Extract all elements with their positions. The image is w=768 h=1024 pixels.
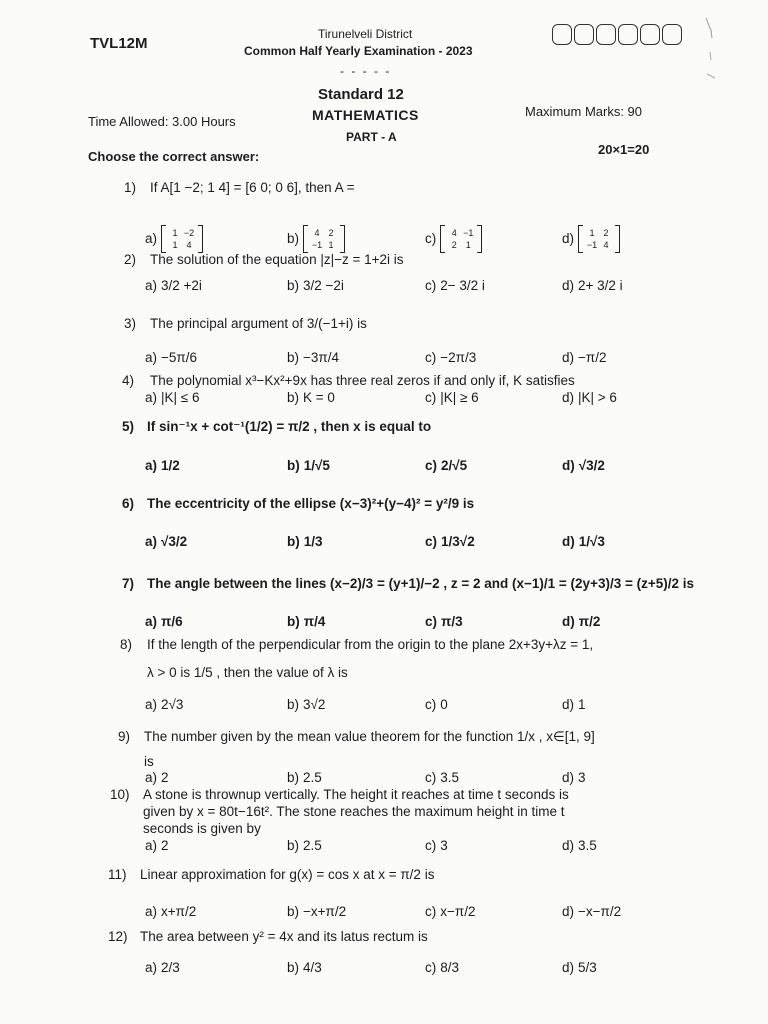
option-d [562,838,597,853]
option-a [145,278,202,293]
option-text: 3√2 [303,697,326,712]
option-key: d) [562,697,575,712]
option-c [425,225,482,253]
question-number: 7) [122,576,135,591]
option-key: c) [425,960,437,975]
option-text: K = 0 [303,390,335,405]
option-text: −2π/3 [440,350,477,365]
option-key: c) [425,770,437,785]
option-key: b) [287,350,300,365]
option-text: 2 [161,770,169,785]
register-box [552,24,572,45]
option-a [145,225,203,253]
option-text: π/6 [161,614,183,629]
option-c [425,458,467,473]
option-c [425,350,476,365]
option-text: 3.5 [578,838,597,853]
option-b [287,770,322,785]
option-text: 3/2 +2i [161,278,202,293]
option-d [562,904,621,919]
question-number: 9) [118,729,131,744]
exam-title: Common Half Yearly Examination - 2023 [244,44,473,58]
question-number: 4) [122,373,135,388]
option-text: |K| ≤ 6 [161,390,200,405]
option-b [287,697,325,712]
option-key: d) [562,350,575,365]
option-key: a) [145,838,158,853]
option-key: d) [562,278,575,293]
option-key: b) [287,904,300,919]
matrix-cells [166,227,198,251]
option-text: 4/3 [303,960,322,975]
option-text: √3/2 [161,534,188,549]
option-d [562,458,605,473]
register-box [662,24,682,45]
option-text: 1/3 [303,534,323,549]
matrix-cells [583,227,615,251]
matrix-right-bracket [477,225,482,253]
question-stem-line-2: λ > 0 is 1/5 , then the value of λ is [147,665,348,680]
option-key: a) [145,390,158,405]
option-text: 2/3 [161,960,180,975]
option-key: a) [145,697,158,712]
matrix-cell: 4 [603,240,609,250]
option-key: d) [562,614,575,629]
option-key: a) [145,458,158,473]
option-text: −x+π/2 [303,904,347,919]
question-number: 1) [124,180,137,195]
option-c [425,534,475,549]
option-a [145,350,197,365]
district-name: Tirunelveli District [318,27,413,41]
question-number: 10) [110,787,130,802]
option-text: −π/2 [578,350,607,365]
option-key: b) [287,458,300,473]
option-key: a) [145,350,158,365]
register-box [574,24,594,45]
option-key: d) [562,458,575,473]
option-text: 2.5 [303,770,322,785]
option-a [145,390,199,405]
question-number: 8) [120,637,133,652]
option-key: a) [145,614,158,629]
option-b [287,225,345,253]
option-c [425,697,448,712]
option-d [562,225,620,253]
option-key: a) [145,230,158,246]
option-key: a) [145,278,158,293]
question-number: 2) [124,252,137,267]
option-d [562,534,605,549]
option-key: d) [562,770,575,785]
question-number: 6) [122,496,135,511]
page-edge-marks [703,16,717,86]
matrix-cell: 1 [589,228,595,238]
option-text: |K| ≥ 6 [440,390,479,405]
option-key: a) [145,534,158,549]
option-text: 1/√3 [578,534,605,549]
matrix-cell: 4 [186,240,192,250]
matrix-cell: −2 [183,228,195,238]
option-text: π/3 [441,614,463,629]
matrix-cell: 2 [603,228,609,238]
option-b [287,350,339,365]
option-key: b) [287,697,300,712]
option-key: d) [562,390,575,405]
option-a [145,534,187,549]
option-key: b) [287,278,300,293]
option-text: 2√3 [161,697,184,712]
question-stem: The area between y² = 4x and its latus rectum is [140,929,428,944]
question-stem: The number given by the mean value theorem for the function 1/x , x∈[1, 9] [144,729,595,744]
part-label: PART - A [346,130,397,144]
option-key: b) [287,838,300,853]
option-c [425,614,463,629]
option-text: 1/3√2 [441,534,475,549]
standard-label: Standard 12 [318,86,404,103]
question-number: 3) [124,316,137,331]
option-text: 3 [440,838,448,853]
matrix-cell: 1 [172,240,178,250]
option-matrix [440,225,482,253]
option-key: d) [562,230,575,246]
question-number: 5) [122,419,135,434]
option-key: d) [562,534,575,549]
matrix-right-bracket [615,225,620,253]
option-key: c) [425,838,437,853]
option-text: π/4 [303,614,326,629]
option-b [287,458,330,473]
paper-code: TVL12M [90,35,148,52]
option-b [287,614,325,629]
option-matrix [303,225,345,253]
matrix-cell: 2 [328,228,334,238]
option-matrix [578,225,620,253]
matrix-right-bracket [198,225,203,253]
register-box [596,24,616,45]
question-stem: Linear approximation for g(x) = cos x at x = π/2 is [140,867,435,882]
option-a [145,838,169,853]
option-key: c) [425,904,437,919]
register-box [618,24,638,45]
option-key: d) [562,838,575,853]
instruction: Choose the correct answer: [88,149,260,164]
option-text: 2/√5 [441,458,468,473]
matrix-cells [308,227,340,251]
question-number: 11) [108,867,127,882]
option-key: b) [287,230,300,246]
option-d [562,350,606,365]
option-d [562,770,586,785]
register-number-boxes [552,24,682,45]
question-stem: The solution of the equation |z|−z = 1+2i is [150,252,404,267]
option-key: a) [145,904,158,919]
option-key: c) [425,614,438,629]
title-dashes: - - - - - [340,64,392,78]
option-key: a) [145,960,158,975]
question-stem-line-2: given by x = 80t−16t². The stone reaches the maximum height in time t [143,804,565,819]
matrix-cell: 4 [314,228,320,238]
question-stem: If the length of the perpendicular from the origin to the plane 2x+3y+λz = 1, [147,637,594,652]
option-text: √3/2 [578,458,605,473]
option-key: d) [562,904,575,919]
question-stem: The eccentricity of the ellipse (x−3)²+(y−4)² = y²/9 is [147,496,475,511]
option-text: −x−π/2 [578,904,622,919]
option-d [562,278,623,293]
option-text: −3π/4 [303,350,339,365]
matrix-right-bracket [340,225,345,253]
option-key: c) [425,458,438,473]
question-stem: If A[1 −2; 1 4] = [6 0; 0 6], then A = [150,180,355,195]
matrix-cell: 4 [451,228,457,238]
maximum-marks: Maximum Marks: 90 [525,104,643,119]
option-text: π/2 [578,614,601,629]
question-stem-line-2: is [144,754,154,769]
option-a [145,960,180,975]
part-score: 20×1=20 [598,142,650,157]
option-c [425,960,459,975]
option-text: 3/2 −2i [303,278,344,293]
option-b [287,960,322,975]
option-b [287,904,346,919]
option-c [425,278,485,293]
question-stem-line-3: seconds is given by [143,821,261,836]
option-key: a) [145,770,158,785]
option-key: b) [287,534,300,549]
matrix-cell: −1 [586,240,598,250]
option-d [562,614,600,629]
matrix-cell: −1 [311,240,323,250]
option-c [425,390,479,405]
option-a [145,770,169,785]
option-key: c) [425,278,437,293]
matrix-cells [445,227,477,251]
subject-title: MATHEMATICS [312,107,419,123]
option-key: c) [425,350,437,365]
option-text: −5π/6 [161,350,197,365]
option-b [287,838,322,853]
matrix-cell: 1 [465,240,471,250]
option-b [287,278,344,293]
option-text: 5/3 [578,960,597,975]
matrix-cell: −1 [463,228,474,238]
option-matrix [161,225,203,253]
question-number: 12) [108,929,128,944]
question-stem: If sin⁻¹x + cot⁻¹(1/2) = π/2 , then x is equal to [147,419,432,434]
option-d [562,960,597,975]
option-key: b) [287,614,300,629]
option-key: c) [425,697,437,712]
matrix-cell: 2 [451,240,457,250]
option-text: 2 [161,838,169,853]
option-text: 0 [440,697,448,712]
option-key: c) [425,230,437,246]
option-c [425,770,459,785]
option-a [145,904,196,919]
option-text: 1 [578,697,586,712]
option-text: x+π/2 [161,904,197,919]
time-allowed: Time Allowed: 3.00 Hours [88,114,236,129]
option-a [145,458,180,473]
option-text: |K| > 6 [578,390,617,405]
option-key: b) [287,390,300,405]
option-text: 3 [578,770,586,785]
question-stem: The polynomial x³−Kx²+9x has three real zeros if and only if, K satisfies [150,373,575,388]
option-c [425,904,475,919]
option-text: 3.5 [440,770,460,785]
option-c [425,838,448,853]
option-text: 2− 3/2 i [440,278,485,293]
option-key: c) [425,534,438,549]
option-key: d) [562,960,575,975]
option-text: 1/√5 [303,458,330,473]
option-text: x−π/2 [440,904,476,919]
option-d [562,390,617,405]
question-stem: The angle between the lines (x−2)/3 = (y+1)/−2 , z = 2 and (x−1)/1 = (2y+3)/3 = (z+5)/2 is [147,576,694,591]
matrix-cell: 1 [172,228,178,238]
option-text: 1/2 [161,458,180,473]
option-b [287,390,335,405]
question-stem: The principal argument of 3/(−1+i) is [150,316,367,331]
option-a [145,697,183,712]
option-d [562,697,586,712]
option-text: 2+ 3/2 i [578,278,623,293]
option-b [287,534,323,549]
option-a [145,614,183,629]
option-key: b) [287,960,300,975]
option-key: b) [287,770,300,785]
register-box [640,24,660,45]
option-key: c) [425,390,437,405]
matrix-cell: 1 [328,240,334,250]
question-stem: A stone is thrownup vertically. The height it reaches at time t seconds is [143,787,569,802]
option-text: 2.5 [303,838,322,853]
option-text: 8/3 [440,960,460,975]
